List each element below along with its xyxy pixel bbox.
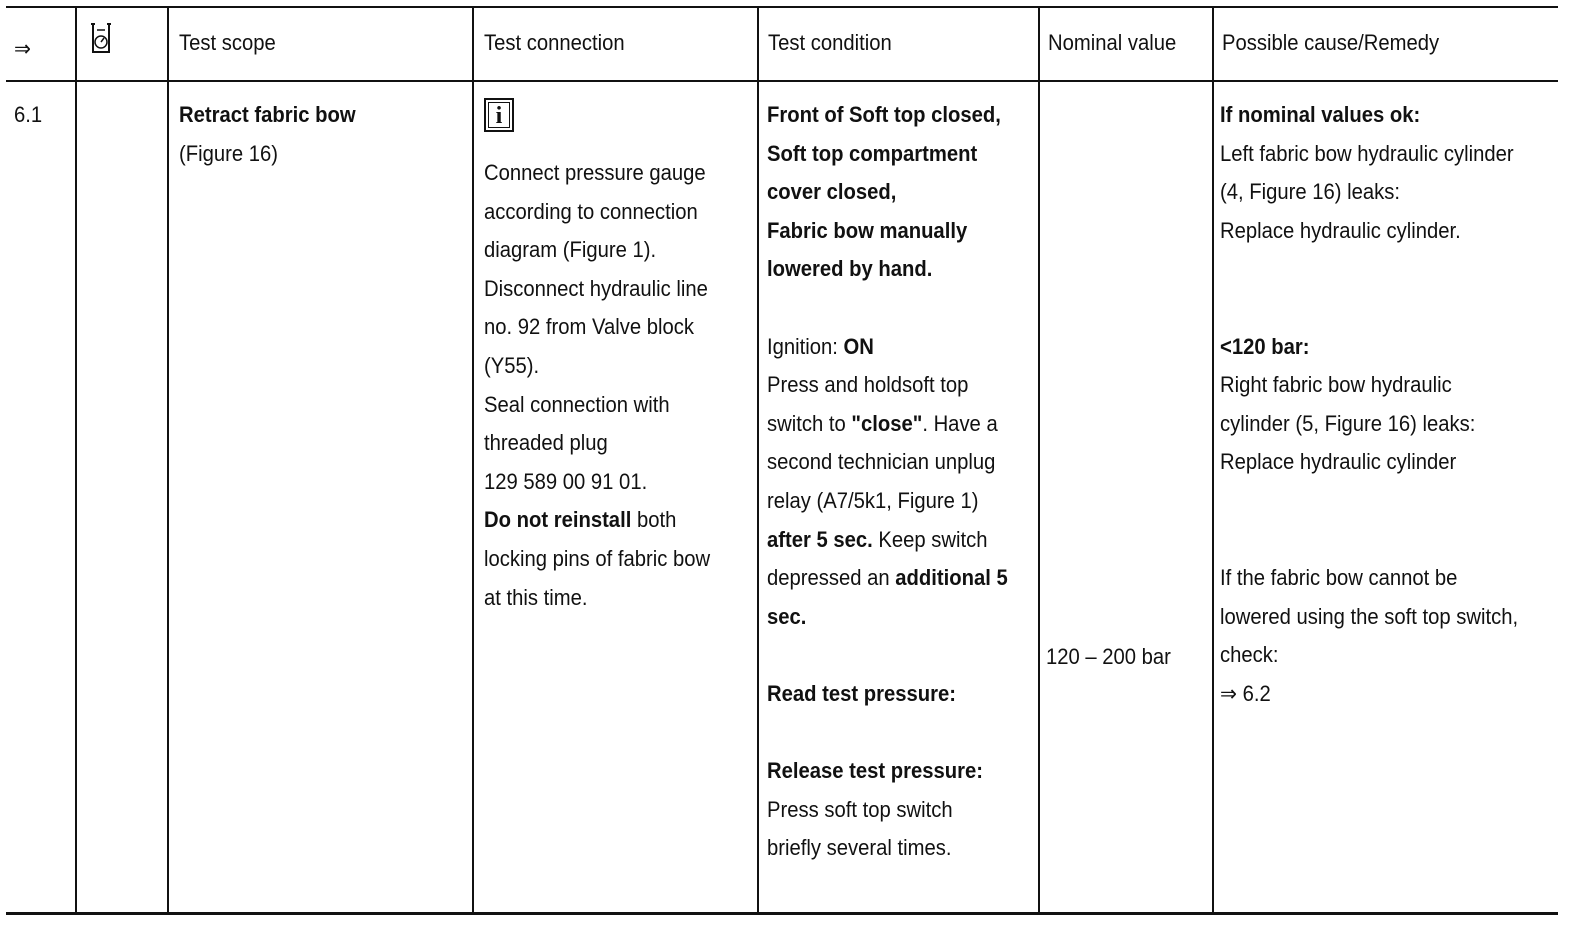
release-line: briefly several times. <box>767 835 952 861</box>
condition-line: lowered by hand. <box>767 256 933 282</box>
test-scope-figure-ref: (Figure 16) <box>179 140 278 166</box>
nominal-value: 120 – 200 bar <box>1046 644 1171 669</box>
header-test-connection: Test connection <box>484 30 625 55</box>
test-scope-title: Retract fabric bow <box>179 102 356 127</box>
pressure-gauge-icon <box>89 20 113 56</box>
cause-line: Right fabric bow hydraulic <box>1220 372 1452 398</box>
condition-line: Soft top compartment <box>767 140 978 166</box>
col-divider-5 <box>1038 6 1040 914</box>
ignition-line: Ignition: ON <box>767 333 874 359</box>
condition-line: Fabric bow manually <box>767 217 968 243</box>
col-divider-4 <box>757 6 759 914</box>
connection-line: locking pins of fabric bow <box>484 545 711 571</box>
connection-line: threaded plug <box>484 430 608 456</box>
cause-line: Left fabric bow hydraulic cylinder <box>1220 140 1514 166</box>
press-line: after 5 sec. Keep switch <box>767 526 988 552</box>
cause-line: If the fabric bow cannot be <box>1220 565 1458 591</box>
press-line: switch to "close". Have a <box>767 410 998 436</box>
spacer <box>1220 250 1518 289</box>
release-line: Press soft top switch <box>767 796 953 822</box>
col-divider-6 <box>1212 6 1214 914</box>
connection-line: at this time. <box>484 584 588 610</box>
connection-line: Seal connection with <box>484 391 670 417</box>
header-bottom-border <box>6 80 1558 82</box>
cause-ok-title: If nominal values ok: <box>1220 102 1421 127</box>
header-test-condition: Test condition <box>768 30 892 55</box>
cause-line: Replace hydraulic cylinder. <box>1220 217 1461 243</box>
header-cause-remedy: Possible cause/Remedy <box>1222 30 1440 55</box>
cause-line: (4, Figure 16) leaks: <box>1220 179 1400 205</box>
connection-line: 129 589 00 91 01. <box>484 468 648 494</box>
spacer <box>767 289 1008 328</box>
cause-low-title: <120 bar: <box>1220 333 1310 359</box>
col-divider-2 <box>167 6 169 914</box>
press-line: second technician unplug <box>767 449 996 475</box>
test-condition-cell <box>767 96 1008 868</box>
cause-line: Replace hydraulic cylinder <box>1220 449 1457 475</box>
spacer <box>1220 289 1518 328</box>
connection-line: no. 92 from Valve block <box>484 314 695 340</box>
connection-line: Connect pressure gauge <box>484 160 706 185</box>
connection-warning-rest: both <box>631 507 677 533</box>
test-table <box>6 6 1558 914</box>
spacer <box>767 636 1008 675</box>
spacer <box>1220 521 1518 560</box>
release-test-pressure: Release test pressure: <box>767 758 984 784</box>
connection-line: Disconnect hydraulic line <box>484 275 708 301</box>
col-divider-3 <box>472 6 474 914</box>
press-line: Press and holdsoft top <box>767 372 969 398</box>
table-bottom-border <box>6 912 1558 915</box>
spacer <box>1220 482 1518 521</box>
col-divider-1 <box>75 6 77 914</box>
connection-warning-bold: Do not reinstall <box>484 507 632 533</box>
press-line: relay (A7/5k1, Figure 1) <box>767 487 979 513</box>
spacer <box>767 714 1008 753</box>
table-top-border <box>6 6 1558 8</box>
ignition-value: ON <box>843 333 874 359</box>
test-scope-cell <box>179 96 356 173</box>
connection-warning-line <box>484 501 710 540</box>
cause-line: check: <box>1220 642 1279 668</box>
test-connection-cell <box>484 154 710 617</box>
header-test-scope: Test scope <box>179 30 276 55</box>
header-nominal-value: Nominal value <box>1048 30 1177 55</box>
press-line: sec. <box>767 603 807 629</box>
connection-line: according to connection <box>484 198 698 224</box>
read-test-pressure: Read test pressure: <box>767 680 956 706</box>
cause-remedy-cell <box>1220 96 1518 714</box>
cross-reference-link[interactable]: ⇒ 6.2 <box>1220 680 1271 706</box>
condition-line: Front of Soft top closed, <box>767 102 1001 127</box>
condition-line: cover closed, <box>767 179 897 205</box>
step-number: 6.1 <box>14 102 43 127</box>
connection-line: diagram (Figure 1). <box>484 237 657 263</box>
cause-line: lowered using the soft top switch, <box>1220 603 1519 629</box>
connection-line: (Y55). <box>484 352 540 378</box>
info-icon: i <box>484 98 514 137</box>
press-line: depressed an additional 5 <box>767 565 1008 591</box>
header-arrow: ⇒ <box>14 36 31 61</box>
cause-line: cylinder (5, Figure 16) leaks: <box>1220 410 1476 436</box>
